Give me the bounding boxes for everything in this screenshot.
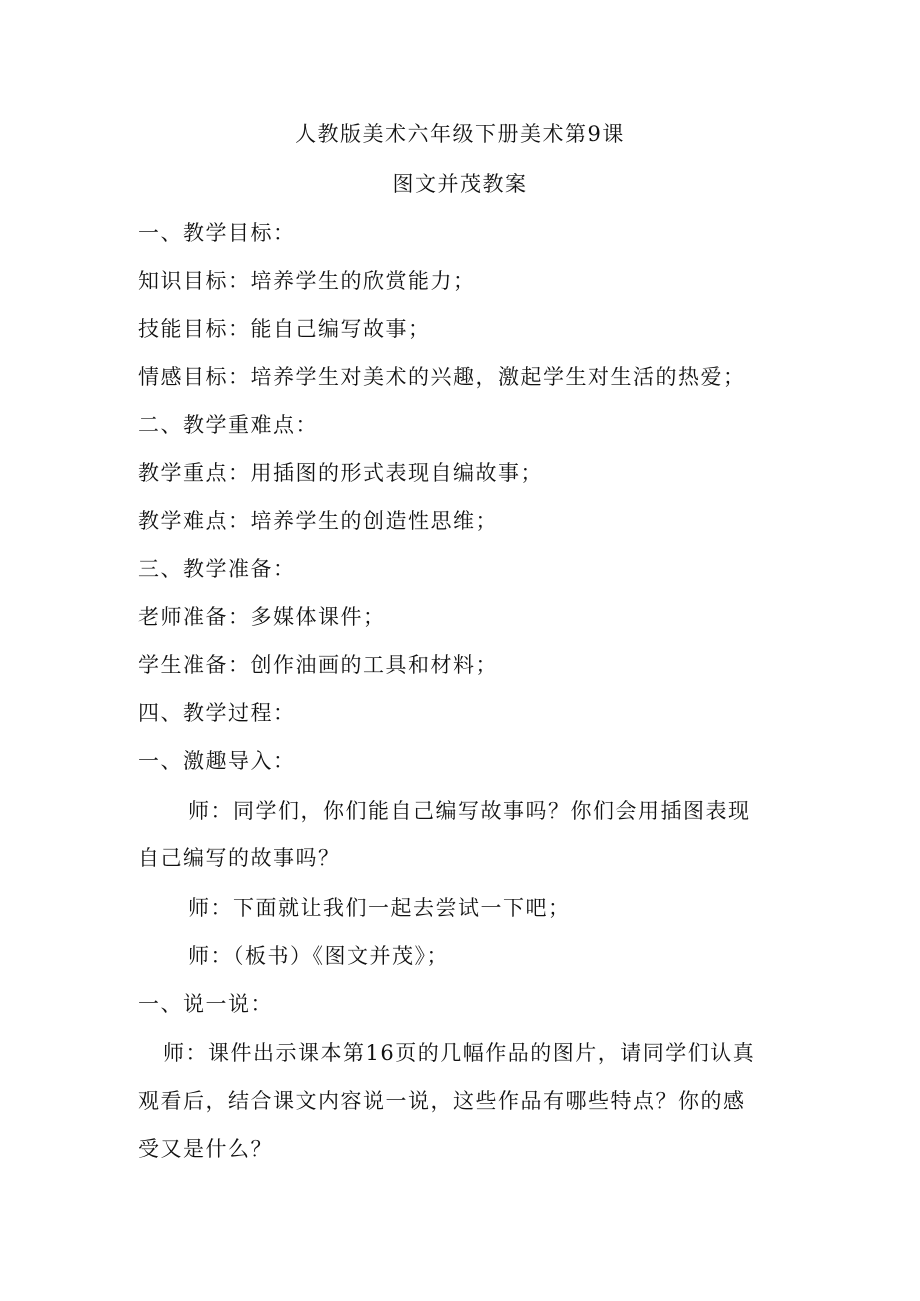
section-heading-process: 四、教学过程： <box>138 701 296 725</box>
paragraph-line: 师：（板书）《图文并茂》； <box>188 944 449 968</box>
paragraph-line: 情感目标：培养学生对美术的兴趣，激起学生对生活的热爱； <box>138 365 746 389</box>
section-heading-key-points: 二、教学重难点： <box>138 413 318 437</box>
paragraph-line: 技能目标：能自己编写故事； <box>138 317 431 341</box>
subsection-heading-intro: 一、激趣导入： <box>138 749 296 773</box>
document-subtitle: 图文并茂教案 <box>392 172 528 196</box>
paragraph-line: 学生准备：创作油画的工具和材料； <box>138 653 498 677</box>
document-title: 人教版美术六年级下册美术第9课 <box>295 122 625 146</box>
paragraph-line: 老师准备：多媒体课件； <box>138 605 386 629</box>
paragraph-line: 教学重点：用插图的形式表现自编故事； <box>138 461 543 485</box>
subsection-heading-discuss: 一、说一说： <box>138 992 273 1016</box>
paragraph-line: 观看后，结合课文内容说一说，这些作品有哪些特点？你的感 <box>138 1089 746 1113</box>
paragraph-line: 教学难点：培养学生的创造性思维； <box>138 509 498 533</box>
section-heading-preparation: 三、教学准备： <box>138 557 296 581</box>
paragraph-line: 师：同学们，你们能自己编写故事吗？你们会用插图表现 <box>188 799 751 823</box>
paragraph-line: 受又是什么？ <box>138 1137 273 1161</box>
paragraph-line: 师：课件出示课本第16页的几幅作品的图片，请同学们认真 <box>163 1041 756 1065</box>
paragraph-line: 自己编写的故事吗？ <box>138 846 341 870</box>
section-heading-objectives: 一、教学目标： <box>138 221 296 245</box>
paragraph-line: 师：下面就让我们一起去尝试一下吧； <box>188 896 571 920</box>
paragraph-line: 知识目标：培养学生的欣赏能力； <box>138 269 476 293</box>
